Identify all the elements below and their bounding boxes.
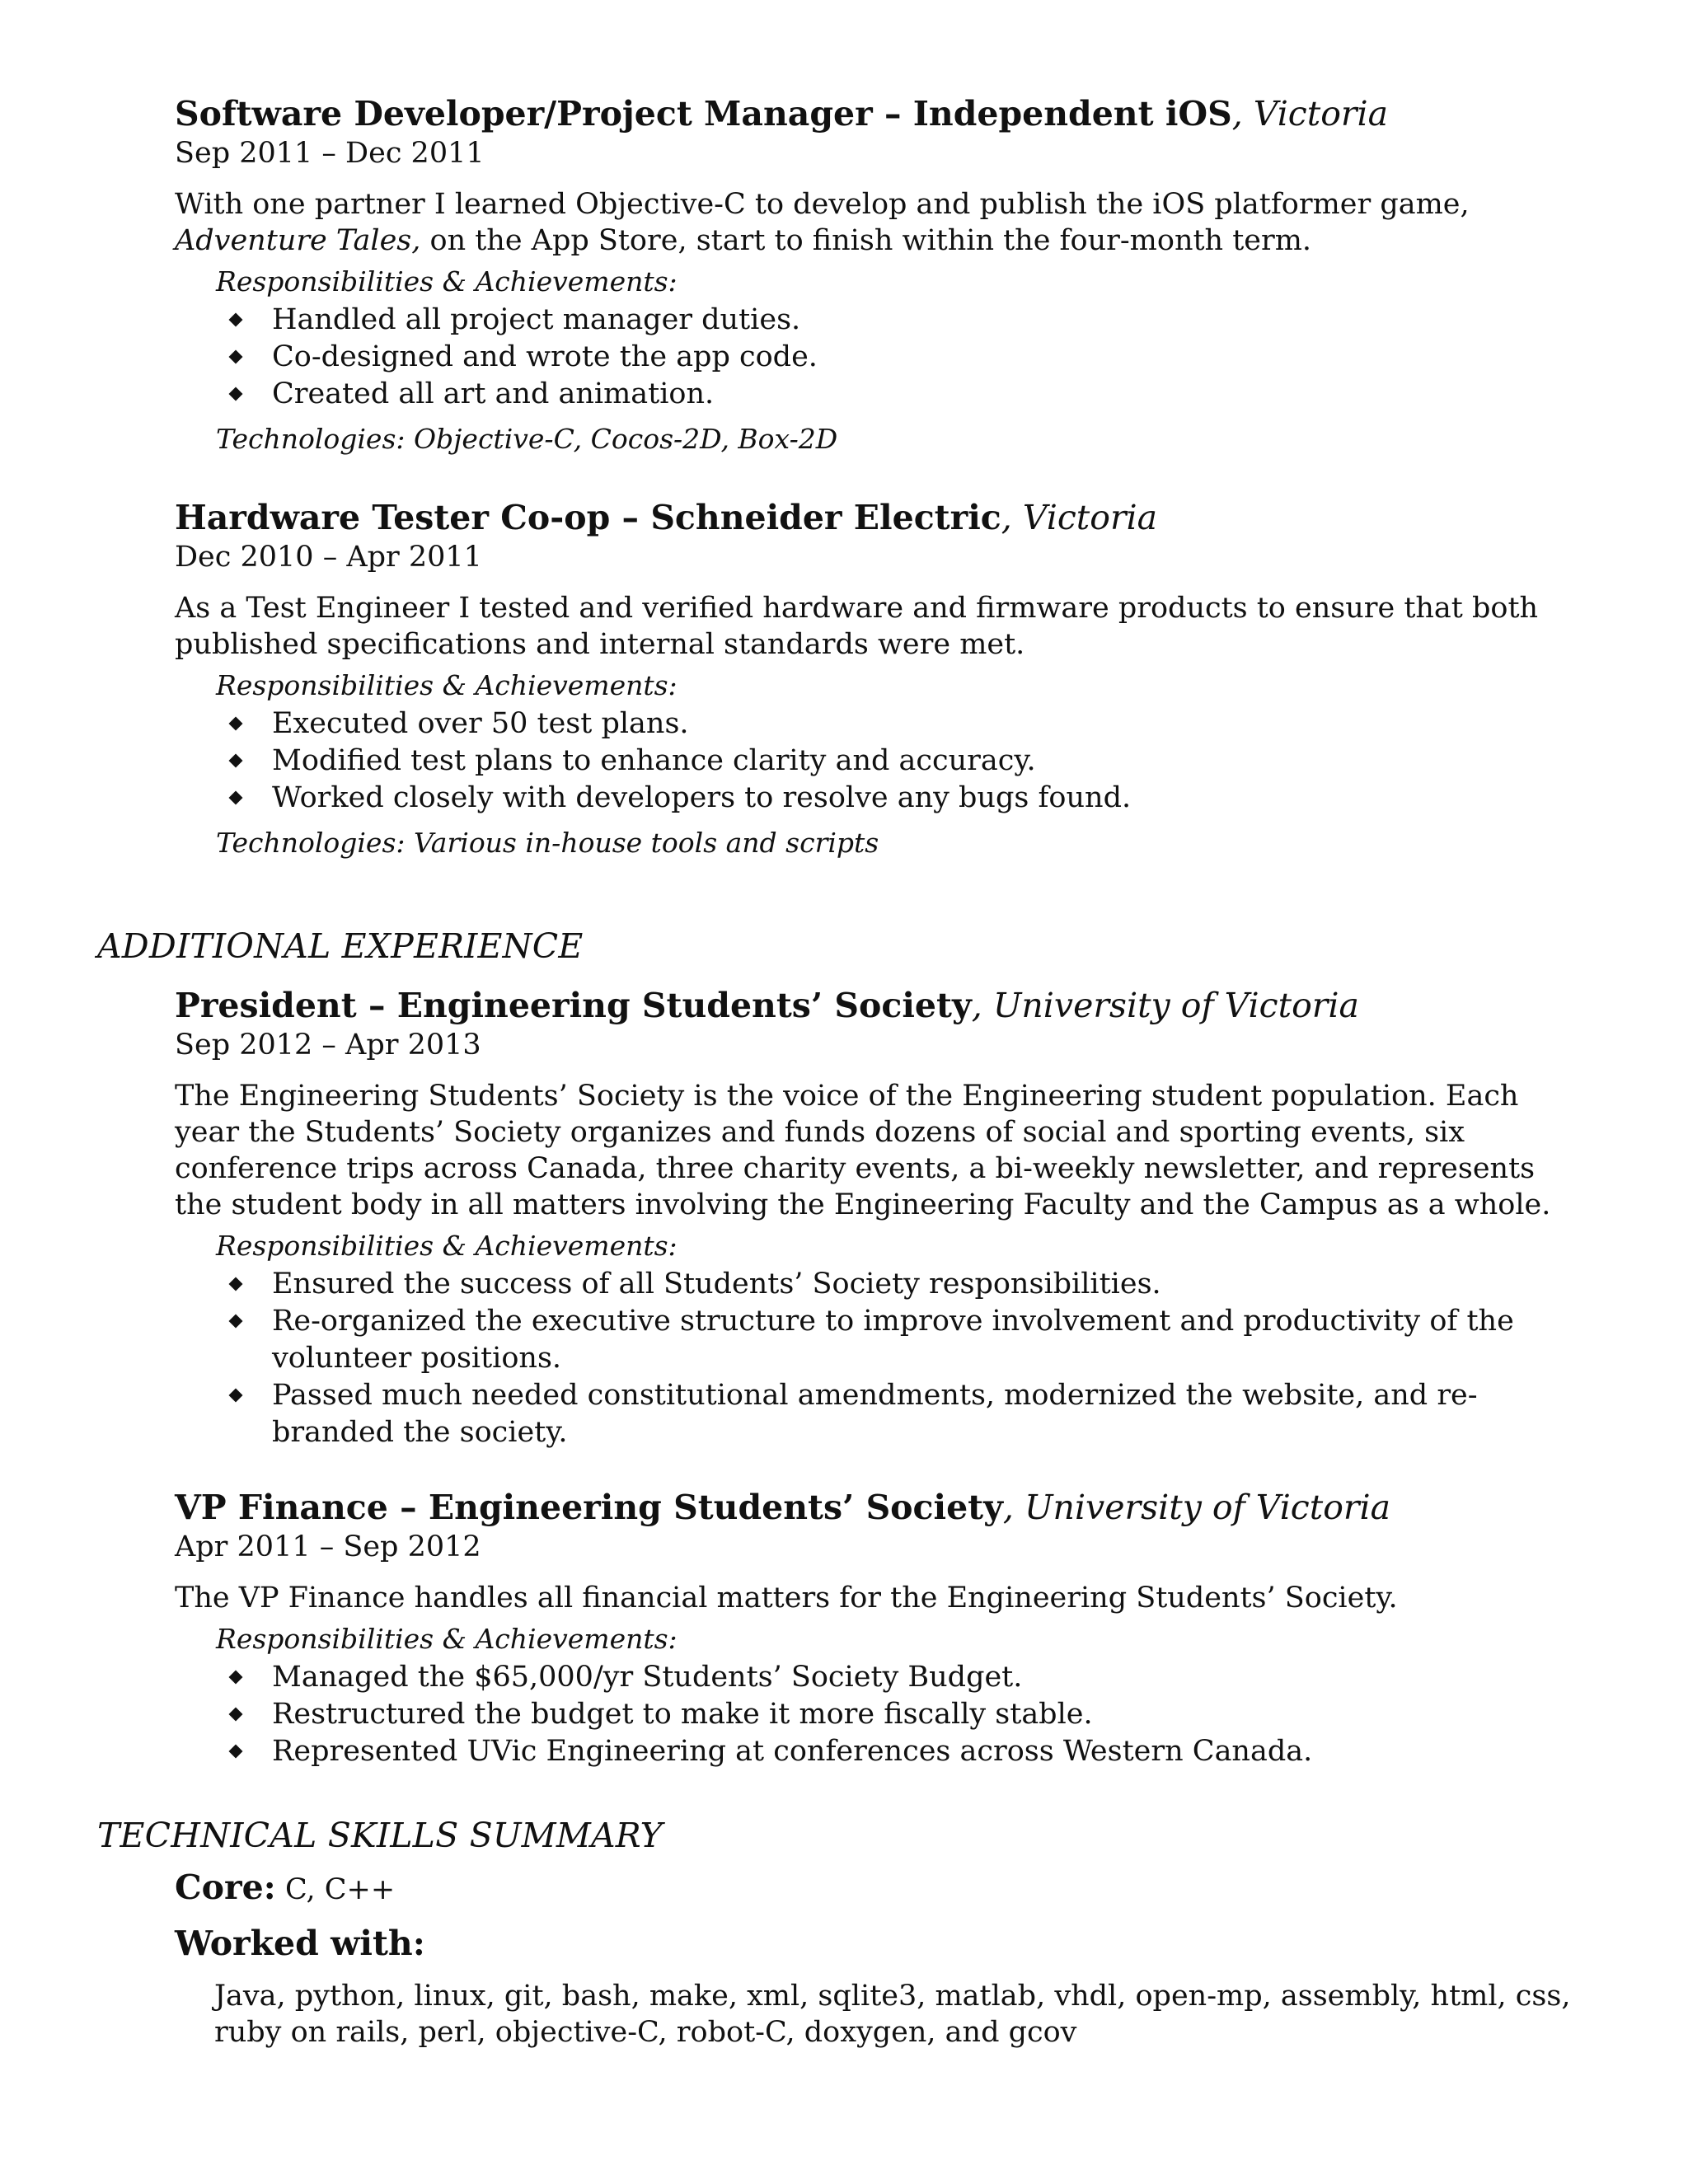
diamond-bullet-icon: [229, 754, 243, 768]
list-item: [272, 1266, 1574, 1303]
bullet-text: Handled all project manager duties.: [272, 303, 801, 336]
bullet-text: Modified test plans to enhance clarity and accuracy.: [272, 744, 1036, 777]
worked-with-label: Worked with:: [175, 1924, 425, 1963]
list-item: [272, 302, 1574, 339]
job-role: President – Engineering Students’ Society: [175, 986, 972, 1025]
job-dates: Dec 2010 – Apr 2011: [175, 541, 482, 574]
job-location: , Victoria: [1231, 94, 1389, 134]
diamond-bullet-icon: [229, 1671, 243, 1685]
job-description-part: on the App Store, start to finish within the four-month term.: [420, 224, 1312, 257]
diamond-bullet-icon: [229, 1389, 243, 1403]
job-location: , University of Victoria: [971, 986, 1359, 1025]
list-item: [272, 1696, 1574, 1733]
bullet-list: [175, 302, 1576, 413]
job-location: , Victoria: [1001, 498, 1158, 537]
job-schneider-electric: [175, 496, 1576, 863]
section-heading-additional-experience: ADDITIONAL EXPERIENCE: [97, 926, 584, 966]
job-role: Software Developer/Project Manager – Independent iOS: [175, 94, 1232, 134]
responsibilities-label: Responsibilities & Achievements:: [216, 265, 678, 298]
job-title: [175, 496, 1576, 539]
skill-row-worked-with: [175, 1924, 425, 1963]
bullet-text: Passed much needed constitutional amendments, modernized the website, and re-branded the society.: [272, 1379, 1478, 1449]
job-dates: Sep 2011 – Dec 2011: [175, 137, 485, 170]
diamond-bullet-icon: [229, 1708, 243, 1722]
job-role: VP Finance – Engineering Students’ Society: [175, 1488, 1003, 1527]
job-location: , University of Victoria: [1002, 1488, 1391, 1527]
responsibilities-label: Responsibilities & Achievements:: [216, 1230, 678, 1262]
bullet-text: Re-organized the executive structure to improve involvement and productivity of the volunteer positions.: [272, 1305, 1514, 1375]
bullet-text: Executed over 50 test plans.: [272, 707, 689, 740]
game-title: Adventure Tales,: [175, 224, 421, 257]
job-vp-finance-ess: [175, 1486, 1576, 1770]
bullet-text: Represented UVic Engineering at conferences across Western Canada.: [272, 1735, 1313, 1768]
bullet-text: Co-designed and wrote the app code.: [272, 340, 818, 373]
list-item: [272, 743, 1574, 780]
diamond-bullet-icon: [229, 717, 243, 731]
list-item: [272, 1303, 1574, 1377]
diamond-bullet-icon: [229, 1315, 243, 1329]
job-description: The Engineering Students’ Society is the voice of the Engineering student population. Each year the Students’ Society organizes and funds dozens of social and sporting events, six conference trips across Canada, three charity events, a bi-weekly newsletter, and represents the student body in all matters involving the Engineering Faculty and the Campus as a whole.: [175, 1080, 1551, 1221]
list-item: [272, 1733, 1574, 1770]
job-description: The VP Finance handles all financial matters for the Engineering Students’ Society.: [175, 1582, 1398, 1615]
job-dates: Apr 2011 – Sep 2012: [175, 1530, 481, 1563]
skill-row-core: [175, 1868, 395, 1907]
list-item: [272, 1659, 1574, 1696]
diamond-bullet-icon: [229, 791, 243, 805]
bullet-text: Created all art and animation.: [272, 377, 715, 410]
job-president-ess: [175, 984, 1576, 1451]
list-item: [272, 376, 1574, 413]
bullet-list: [175, 1659, 1576, 1770]
bullet-text: Managed the $65,000/yr Students’ Society Budget.: [272, 1661, 1023, 1694]
bullet-list: [175, 1266, 1576, 1451]
job-title: [175, 92, 1576, 135]
job-description-part: With one partner I learned Objective-C to develop and publish the iOS platformer game,: [175, 188, 1470, 221]
job-independent-ios: [175, 92, 1576, 459]
job-description: [175, 186, 1576, 259]
worked-with-skills-list: Java, python, linux, git, bash, make, xml, sqlite3, matlab, vhdl, open-mp, assembly, html, css, ruby on rails, perl, objective-C, robot-C, doxygen, and gcov: [214, 1980, 1571, 2049]
responsibilities-label: Responsibilities & Achievements:: [216, 1623, 678, 1655]
responsibilities-label: Responsibilities & Achievements:: [216, 669, 678, 701]
bullet-text: Restructured the budget to make it more fiscally stable.: [272, 1698, 1093, 1731]
diamond-bullet-icon: [229, 313, 243, 327]
job-description: As a Test Engineer I tested and verified hardware and firmware products to ensure that both published specifications and internal standards were met.: [175, 592, 1539, 661]
technologies-line: Technologies: Various in-house tools and scripts: [216, 827, 879, 859]
list-item: [272, 780, 1574, 817]
job-title: [175, 1486, 1576, 1529]
bullet-list: [175, 705, 1576, 817]
bullet-text: Ensured the success of all Students’ Society responsibilities.: [272, 1268, 1161, 1301]
job-title: [175, 984, 1576, 1027]
diamond-bullet-icon: [229, 350, 243, 364]
diamond-bullet-icon: [229, 387, 243, 401]
list-item: [272, 1377, 1574, 1451]
core-skills-label: Core:: [175, 1868, 276, 1907]
bullet-text: Worked closely with developers to resolve any bugs found.: [272, 781, 1132, 814]
technologies-line: Technologies: Objective-C, Cocos-2D, Box-2D: [216, 423, 838, 455]
job-role: Hardware Tester Co-op – Schneider Electric: [175, 498, 1001, 537]
diamond-bullet-icon: [229, 1277, 243, 1291]
list-item: [272, 339, 1574, 376]
diamond-bullet-icon: [229, 1745, 243, 1759]
list-item: [272, 705, 1574, 743]
core-skills-value: C, C++: [275, 1873, 396, 1906]
section-heading-technical-skills: TECHNICAL SKILLS SUMMARY: [97, 1816, 663, 1855]
job-dates: Sep 2012 – Apr 2013: [175, 1029, 481, 1062]
